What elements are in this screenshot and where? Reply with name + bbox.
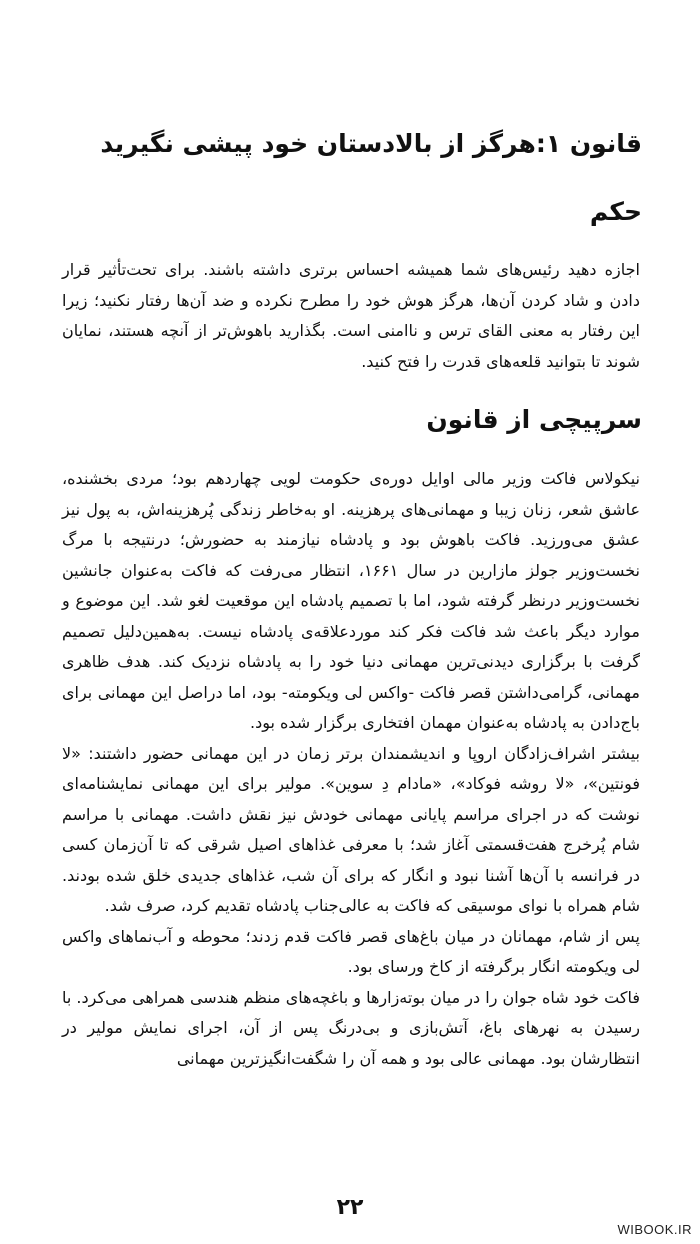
story-paragraph-1: نیکولاس فاکت وزیر مالی اوایل دوره‌ی حکومت لویی چهاردهم بود؛ مردی بخشنده، عاشق شعر، زنان زیبا و مهمانی‌های پرهزینه. او به‌خاطر زندگی پُرهزینه‌اش، به پول نیز عشق می‌ورزید. فاکت باهوش بود و پادشاه نیازمند به حضورش؛ درنتیجه با مرگ نخست‌وزیر جولز مازارین در سال ۱۶۶۱، انتظار می‌رفت که فاکت به‌عنوان جانشین نخست‌وزیر درنظر گرفته شود، اما با تصمیم پادشاه این موقعیت لغو شد. این موضوع و موارد دیگر باعث شد فاکت فکر کند موردعلاقه‌ی پادشاه نیست. به‌همین‌دلیل تصمیم گرفت با برگزاری دیدنی‌ترین مهمانی دنیا خود را به پادشاه نزدیک کند. هدف ظاهری مهمانی، گرامی‌داشتن قصر فاکت -واکس لی ویکومته- بود، اما دراصل این مهمانی برای باج‌دادن به پادشاه به‌عنوان مهمان افتخاری برگزار شده بود. — [62, 469, 640, 732]
story-paragraph-2: بیشتر اشراف‌زادگان اروپا و اندیشمندان برتر زمان در این مهمانی حضور داشتند: «لا فونتین»، «لا روشه فوکاد»، «مادام دِ سوین». مولیر برای این مهمانی نمایشنامه‌ای نوشت که در اجرای مراسم پایانی مهمانی خودش نیز نقش داشت. مهمانی با مراسم شام پُرخرج هفت‌قسمتی آغاز شد؛ با معرفی غذاهای اصیل شرقی که تا آن‌زمان کسی در فرانسه با آن‌ها آشنا نبود و انگار که برای آن شب، غذاهای جدیدی خلق شده بودند. شام همراه با نوای موسیقی که فاکت به عالی‌جناب پادشاه تقدیم کرد، صرف شد. — [62, 743, 640, 915]
story-paragraph-4: فاکت خود شاه جوان را در میان بوته‌زارها و باغچه‌های منظم هندسی همراهی می‌کرد. با رسیدن به نهرهای باغ، آتش‌بازی و بی‌درنگ پس از آن، اجرای نمایش مولیر در انتظارشان بود. مهمانی عالی بود و همه آن را شگفت‌انگیزترین مهمانی — [62, 987, 640, 1068]
transgression-heading: سرپیچی از قانون — [426, 405, 642, 434]
transgression-body — [62, 464, 640, 1074]
story-paragraph-3: پس از شام، مهمانان در میان باغ‌های قصر فاکت قدم زدند؛ محوطه و آب‌نماهای واکس لی ویکومته انگار برگرفته از کاخ ورسای بود. — [62, 926, 640, 976]
chapter-title: قانون ۱:هرگز از بالادستان خود پیشی نگیرید — [100, 129, 642, 158]
judgment-heading: حکم — [589, 197, 642, 226]
site-watermark: WIBOOK.IR — [617, 1222, 692, 1237]
page-number: ۲۲ — [336, 1195, 364, 1220]
judgment-paragraph: اجازه دهید رئیس‌های شما همیشه احساس برتری داشته باشند. برای تحت‌تأثیر قرار دادن و شاد کردن آن‌ها، هرگز هوش خود را مطرح نکرده و ضد آن‌ها رفتار نکنید؛ زیرا این رفتار به معنی القای ترس و ناامنی است. بگذارید باهوش‌تر از آنچه هستند، نمایان شوند تا بتوانید قلعه‌های قدرت را فتح کنید. — [62, 260, 640, 371]
